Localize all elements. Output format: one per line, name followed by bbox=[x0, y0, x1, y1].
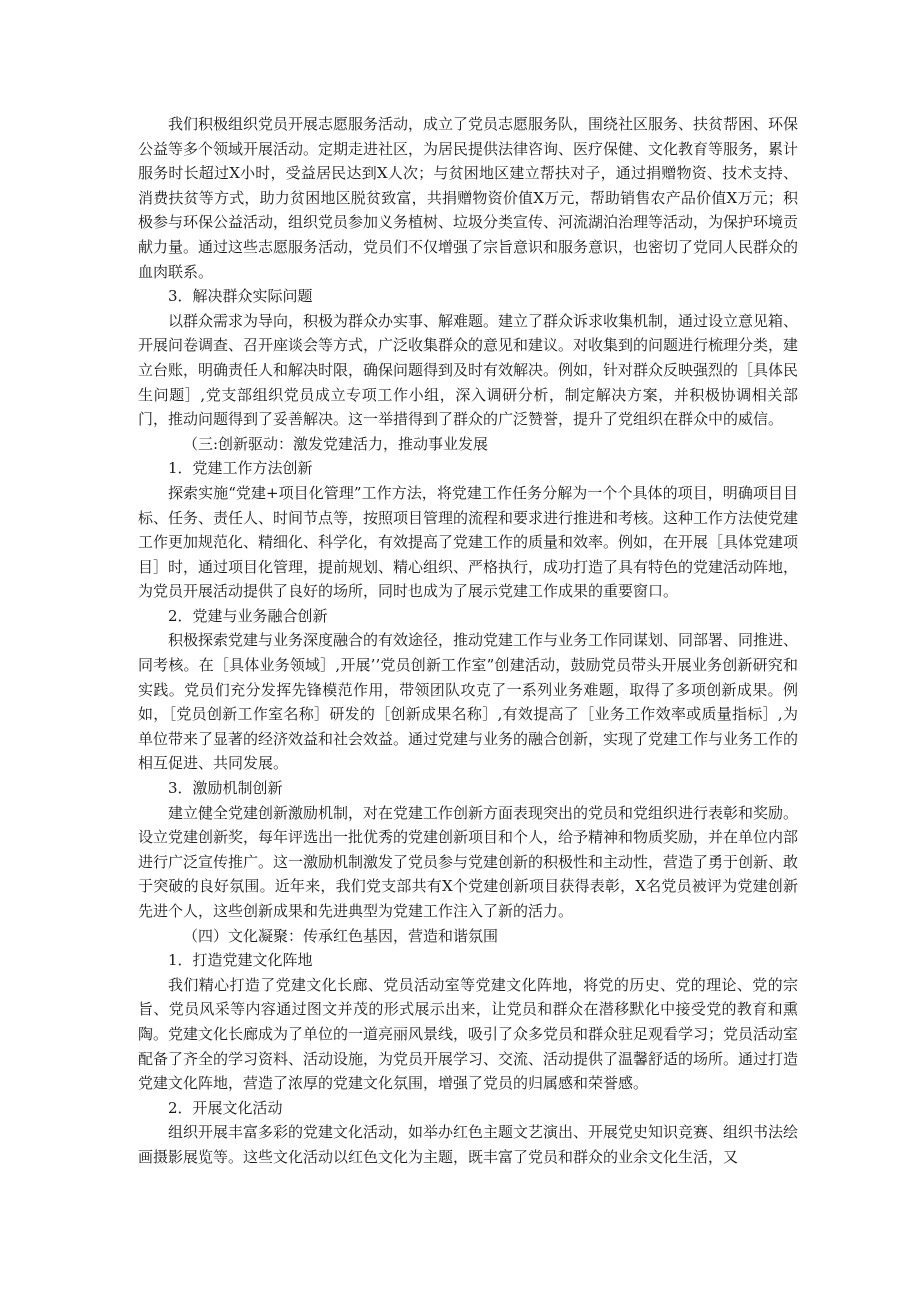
subheading-business-integration: 2．党建与业务融合创新 bbox=[168, 606, 328, 625]
subheading-incentive-mechanism: 3．激励机制创新 bbox=[168, 779, 283, 798]
paragraph-solve-problems: 以群众需求为导向，积极为群众办实事、解难题。建立了群众诉求收集机制，通过设立意见箱、开展问卷调查、召开座谈会等方式，广泛收集群众的意见和建议。对收集到的问题进行梳理分类，建立台账，明确责任人和解决时限，确保问题得到及时有效解决。例如，针对群众反映强烈的［具体民生问题］,党支部组织党员成立专项工作小组，深入调研分析，制定解决方案，并积极协调相关部门，推动问题得到了妥善解决。这一举措得到了群众的广泛赞誉，提升了党组织在群众中的威信。 bbox=[138, 311, 799, 429]
paragraph-culture-position: 我们精心打造了党建文化长廊、党员活动室等党建文化阵地，将党的历史、党的理论、党的宗旨、党员风采等内容通过图文并茂的形式展示出来，让党员和群众在潜移默化中接受党的教育和熏陶。党建文化长廊成为了单位的一道亮丽风景线，吸引了众多党员和群众驻足观看学习；党员活动室配备了齐全的学习资料、活动设施，为党员开展学习、交流、活动提供了温馨舒适的场所。通过打造党建文化阵地，营造了浓厚的党建文化氛围，增强了党员的归属感和荣誉感。 bbox=[138, 975, 799, 1093]
subheading-method-innovation: 1．党建工作方法创新 bbox=[168, 459, 313, 478]
section-heading-innovation: （三:创新驱动：激发党建活力，推动事业发展 bbox=[183, 434, 489, 453]
document-body bbox=[138, 112, 798, 1170]
paragraph-volunteer-service: 我们积极组织党员开展志愿服务活动，成立了党员志愿服务队，围绕社区服务、扶贫帮困、环保公益等多个领域开展活动。定期走进社区，为居民提供法律咨询、医疗保健、文化教育等服务，累计服务时长超过X小时，受益居民达到X人次；与贫困地区建立帮扶对子，通过捐赠物资、技术支持、消费扶贫等方式，助力贫困地区脱贫致富，共捐赠物资价值X万元，帮助销售农产品价值X万元；积极参与环保公益活动，组织党员参加义务植树、垃圾分类宣传、河流湖泊治理等活动，为保护环境贡献力量。通过这些志愿服务活动，党员们不仅增强了宗旨意识和服务意识，也密切了党同人民群众的血肉联系。 bbox=[138, 115, 799, 281]
paragraph-culture-activities: 组织开展丰富多彩的党建文化活动，如举办红色主题文艺演出、开展党史知识竞赛、组织书法绘画摄影展览等。这些文化活动以红色文化为主题，既丰富了党员和群众的业余文化生活，又 bbox=[138, 1123, 799, 1166]
paragraph-business-integration: 积极探索党建与业务深度融合的有效途径，推动党建工作与业务工作同谋划、同部署、同推进、同考核。在［具体业务领域］,开展’’党员创新工作室”创建活动，鼓励党员带头开展业务创新研究和实践。党员们充分发挥先锋模范作用，带领团队攻克了一系列业务难题，取得了多项创新成果。例如，［党员创新工作室名称］研发的［创新成果名称］,有效提高了［业务工作效率或质量指标］,为单位带来了显著的经济效益和社会效益。通过党建与业务的融合创新，实现了党建工作与业务工作的相互促进、共同发展。 bbox=[138, 631, 799, 773]
section-heading-culture: （四）文化凝聚：传承红色基因，营造和谐氛围 bbox=[183, 926, 499, 945]
subheading-culture-activities: 2．开展文化活动 bbox=[168, 1098, 283, 1117]
subheading-culture-position: 1．打造党建文化阵地 bbox=[168, 951, 313, 970]
subheading-solve-problems: 3．解决群众实际问题 bbox=[168, 287, 313, 306]
paragraph-incentive-mechanism: 建立健全党建创新激励机制，对在党建工作创新方面表现突出的党员和党组织进行表彰和奖励。设立党建创新奖，每年评选出一批优秀的党建创新项目和个人，给予精神和物质奖励，并在单位内部进行广泛宣传推广。这一激励机制激发了党员参与党建创新的积极性和主动性，营造了勇于创新、敢于突破的良好氛围。近年来，我们党支部共有X个党建创新项目获得表彰，X名党员被评为党建创新先进个人，这些创新成果和先进典型为党建工作注入了新的活力。 bbox=[138, 803, 799, 920]
paragraph-method-innovation: 探索实施“党建+项目化管理”工作方法，将党建工作任务分解为一个个具体的项目，明确项目目标、任务、责任人、时间节点等，按照项目管理的流程和要求进行推进和考核。这种工作方法使党建工作更加规范化、精细化、科学化，有效提高了党建工作的质量和效率。例如，在开展［具体党建项目］时，通过项目化管理，提前规划、精心组织、严格执行，成功打造了具有特色的党建活动阵地，为党员开展活动提供了良好的场所，同时也成为了展示党建工作成果的重要窗口。 bbox=[138, 483, 799, 601]
